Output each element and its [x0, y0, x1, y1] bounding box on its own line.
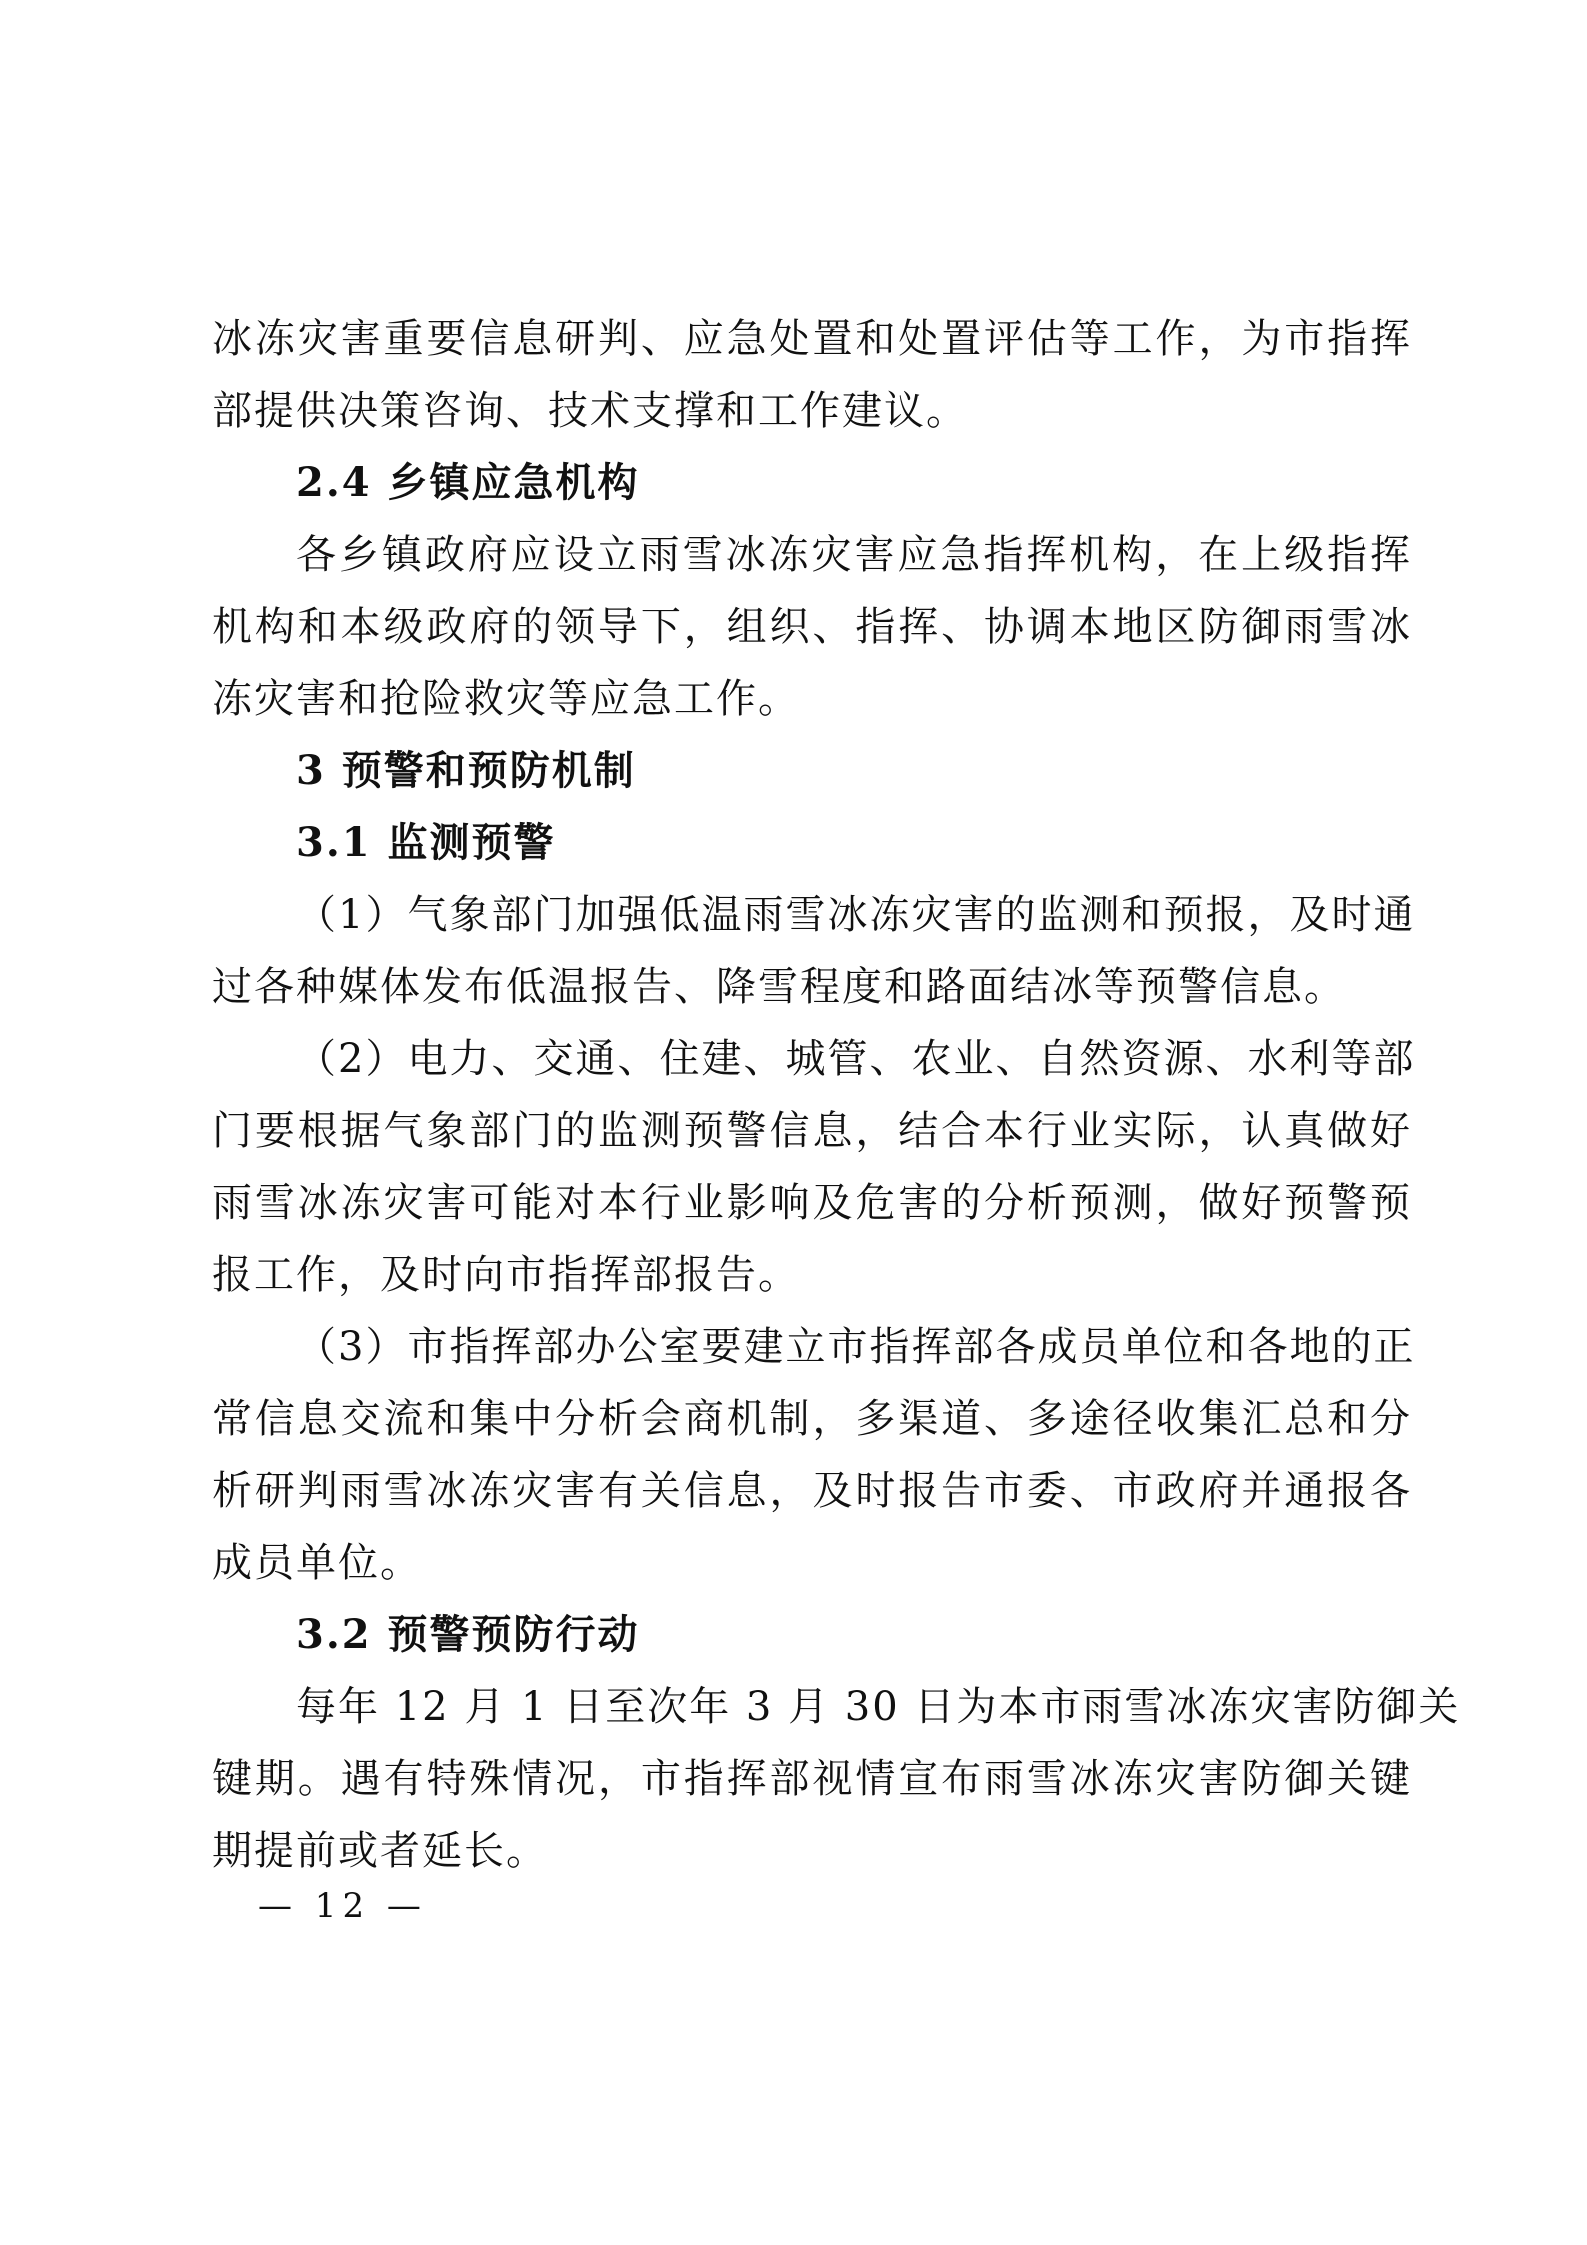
body-text-line: 冰冻灾害重要信息研判、应急处置和处置评估等工作，为市指挥 — [212, 316, 1412, 362]
body-text-line: 门要根据气象部门的监测预警信息，结合本行业实际，认真做好 — [212, 1108, 1412, 1154]
page-number: — 12 — — [258, 1886, 427, 1926]
body-text-line: 成员单位。 — [212, 1540, 422, 1586]
section-heading-3: 3 预警和预防机制 — [296, 747, 636, 794]
body-text-line: 各乡镇政府应设立雨雪冰冻灾害应急指挥机构，在上级指挥 — [296, 532, 1412, 578]
body-text-line: 部提供决策咨询、技术支撑和工作建议。 — [212, 388, 968, 434]
body-text-line: 每年 12 月 1 日至次年 3 月 30 日为本市雨雪冰冻灾害防御关 — [296, 1684, 1461, 1730]
body-text-line: （3）市指挥部办公室要建立市指挥部各成员单位和各地的正 — [296, 1324, 1416, 1370]
section-heading-3-2: 3.2 预警预防行动 — [296, 1611, 640, 1658]
body-text-line: 报工作，及时向市指挥部报告。 — [212, 1252, 800, 1298]
body-text-line: （1）气象部门加强低温雨雪冰冻灾害的监测和预报，及时通 — [296, 892, 1416, 938]
body-text-line: 雨雪冰冻灾害可能对本行业影响及危害的分析预测，做好预警预 — [212, 1180, 1412, 1226]
body-text-line: 机构和本级政府的领导下，组织、指挥、协调本地区防御雨雪冰 — [212, 604, 1412, 650]
section-heading-2-4: 2.4 乡镇应急机构 — [296, 459, 640, 506]
body-text-line: 析研判雨雪冰冻灾害有关信息，及时报告市委、市政府并通报各 — [212, 1468, 1412, 1514]
body-text-line: 过各种媒体发布低温报告、降雪程度和路面结冰等预警信息。 — [212, 964, 1346, 1010]
body-text-line: 冻灾害和抢险救灾等应急工作。 — [212, 676, 800, 722]
body-text-line: 键期。遇有特殊情况，市指挥部视情宣布雨雪冰冻灾害防御关键 — [212, 1756, 1412, 1802]
body-text-line: 常信息交流和集中分析会商机制，多渠道、多途径收集汇总和分 — [212, 1396, 1412, 1442]
section-heading-3-1: 3.1 监测预警 — [296, 819, 556, 866]
body-text-line: 期提前或者延长。 — [212, 1828, 548, 1874]
body-text-line: （2）电力、交通、住建、城管、农业、自然资源、水利等部 — [296, 1036, 1416, 1082]
